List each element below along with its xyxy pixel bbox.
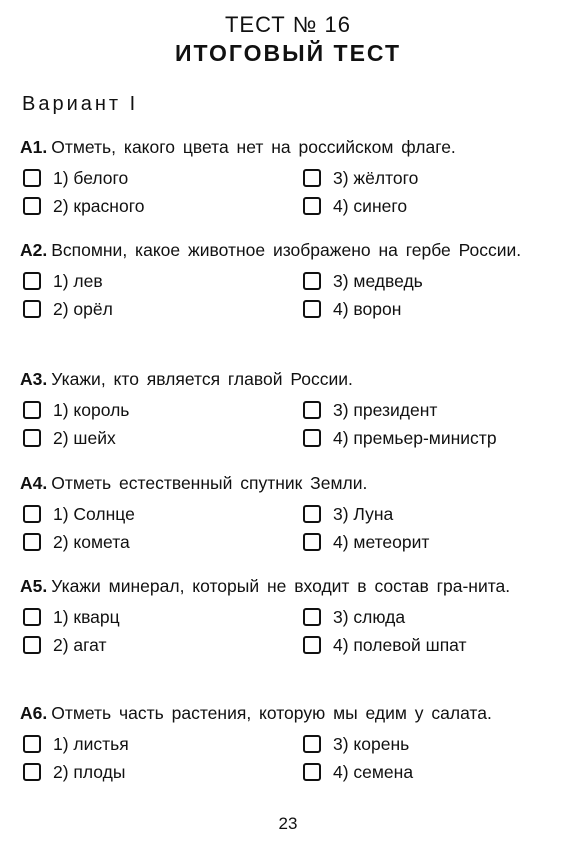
checkbox[interactable] (303, 636, 321, 654)
option-label: 3) Луна (333, 503, 394, 524)
answer-option[interactable] (303, 298, 401, 320)
option-label: 3) корень (333, 733, 410, 754)
checkbox[interactable] (23, 735, 41, 753)
option-label: 4) синего (333, 195, 408, 216)
option-label: 1) кварц (53, 606, 120, 627)
variant-label: Вариант I (22, 93, 139, 115)
answer-option[interactable] (23, 167, 128, 189)
question-text (20, 701, 556, 725)
checkbox[interactable] (23, 429, 41, 447)
option-label: 2) комета (53, 531, 130, 552)
checkbox[interactable] (303, 505, 321, 523)
answer-option[interactable] (23, 195, 144, 217)
checkbox[interactable] (303, 272, 321, 290)
answer-option[interactable] (303, 195, 407, 217)
answer-options (20, 399, 556, 455)
answer-option[interactable] (23, 606, 120, 628)
option-label: 2) шейх (53, 427, 116, 448)
option-label: 2) агат (53, 634, 107, 655)
question-prompt: Укажи минерал, который не входит в состав гра-нита. (51, 576, 511, 596)
question-prompt: Вспомни, какое животное изображено на гербе России. (51, 240, 522, 260)
checkbox[interactable] (23, 197, 41, 215)
answer-option[interactable] (303, 531, 429, 553)
answer-options (20, 270, 556, 326)
answer-options (20, 733, 556, 789)
option-label: 3) жёлтого (333, 167, 419, 188)
test-title: ИТОГОВЫЙ ТЕСТ (174, 40, 402, 66)
question-prompt: Укажи, кто является главой России. (51, 369, 353, 389)
checkbox[interactable] (23, 505, 41, 523)
checkbox[interactable] (23, 533, 41, 551)
answer-option[interactable] (303, 606, 405, 628)
answer-option[interactable] (23, 733, 129, 755)
answer-options (20, 503, 556, 559)
question-a6 (20, 701, 556, 789)
option-label: 1) лев (53, 270, 103, 291)
checkbox[interactable] (303, 429, 321, 447)
checkbox[interactable] (23, 272, 41, 290)
checkbox[interactable] (23, 401, 41, 419)
checkbox[interactable] (23, 636, 41, 654)
answer-option[interactable] (23, 634, 107, 656)
answer-option[interactable] (23, 427, 116, 449)
question-a3 (20, 367, 556, 455)
answer-option[interactable] (23, 298, 113, 320)
answer-option[interactable] (303, 761, 413, 783)
answer-option[interactable] (303, 167, 418, 189)
option-label: 3) медведь (333, 270, 423, 291)
question-a4 (20, 471, 556, 559)
option-label: 1) Солнце (53, 503, 135, 524)
option-label: 4) метеорит (333, 531, 430, 552)
question-prompt: Отметь часть растения, которую мы едим у салата. (51, 703, 492, 723)
checkbox[interactable] (303, 763, 321, 781)
question-a1 (20, 135, 556, 223)
option-label: 3) президент (333, 399, 438, 420)
checkbox[interactable] (303, 533, 321, 551)
question-a2 (20, 238, 556, 326)
option-label: 4) полевой шпат (333, 634, 467, 655)
answer-option[interactable] (303, 270, 423, 292)
question-number: A4. (20, 473, 48, 493)
answer-option[interactable] (23, 399, 129, 421)
test-number: ТЕСТ № 16 (224, 12, 351, 37)
question-number: A5. (20, 576, 48, 596)
checkbox[interactable] (23, 300, 41, 318)
question-number: A6. (20, 703, 48, 723)
option-label: 1) листья (53, 733, 129, 754)
checkbox[interactable] (303, 300, 321, 318)
checkbox[interactable] (303, 608, 321, 626)
question-text (20, 574, 556, 598)
option-label: 3) слюда (333, 606, 406, 627)
question-number: A3. (20, 369, 48, 389)
answer-options (20, 606, 556, 662)
checkbox[interactable] (303, 401, 321, 419)
answer-option[interactable] (303, 399, 437, 421)
answer-options (20, 167, 556, 223)
checkbox[interactable] (303, 735, 321, 753)
question-a5 (20, 574, 556, 662)
checkbox[interactable] (303, 197, 321, 215)
option-label: 2) плоды (53, 761, 126, 782)
answer-option[interactable] (303, 503, 393, 525)
question-text (20, 367, 556, 391)
option-label: 4) ворон (333, 298, 402, 319)
question-number: A2. (20, 240, 48, 260)
option-label: 1) белого (53, 167, 129, 188)
answer-option[interactable] (303, 634, 467, 656)
question-number: A1. (20, 137, 48, 157)
option-label: 1) король (53, 399, 130, 420)
checkbox[interactable] (23, 608, 41, 626)
option-label: 4) семена (333, 761, 414, 782)
answer-option[interactable] (23, 531, 130, 553)
question-prompt: Отметь, какого цвета нет на российском флаге. (51, 137, 456, 157)
checkbox[interactable] (23, 763, 41, 781)
option-label: 2) красного (53, 195, 145, 216)
answer-option[interactable] (23, 270, 103, 292)
option-label: 2) орёл (53, 298, 113, 319)
answer-option[interactable] (23, 503, 135, 525)
answer-option[interactable] (303, 427, 497, 449)
question-prompt: Отметь естественный спутник Земли. (51, 473, 368, 493)
question-text (20, 135, 556, 159)
question-text (20, 471, 556, 495)
checkbox[interactable] (23, 169, 41, 187)
question-text (20, 238, 556, 262)
checkbox[interactable] (303, 169, 321, 187)
page-number: 23 (278, 814, 298, 833)
answer-option[interactable] (303, 733, 409, 755)
answer-option[interactable] (23, 761, 125, 783)
option-label: 4) премьер-министр (333, 427, 497, 448)
